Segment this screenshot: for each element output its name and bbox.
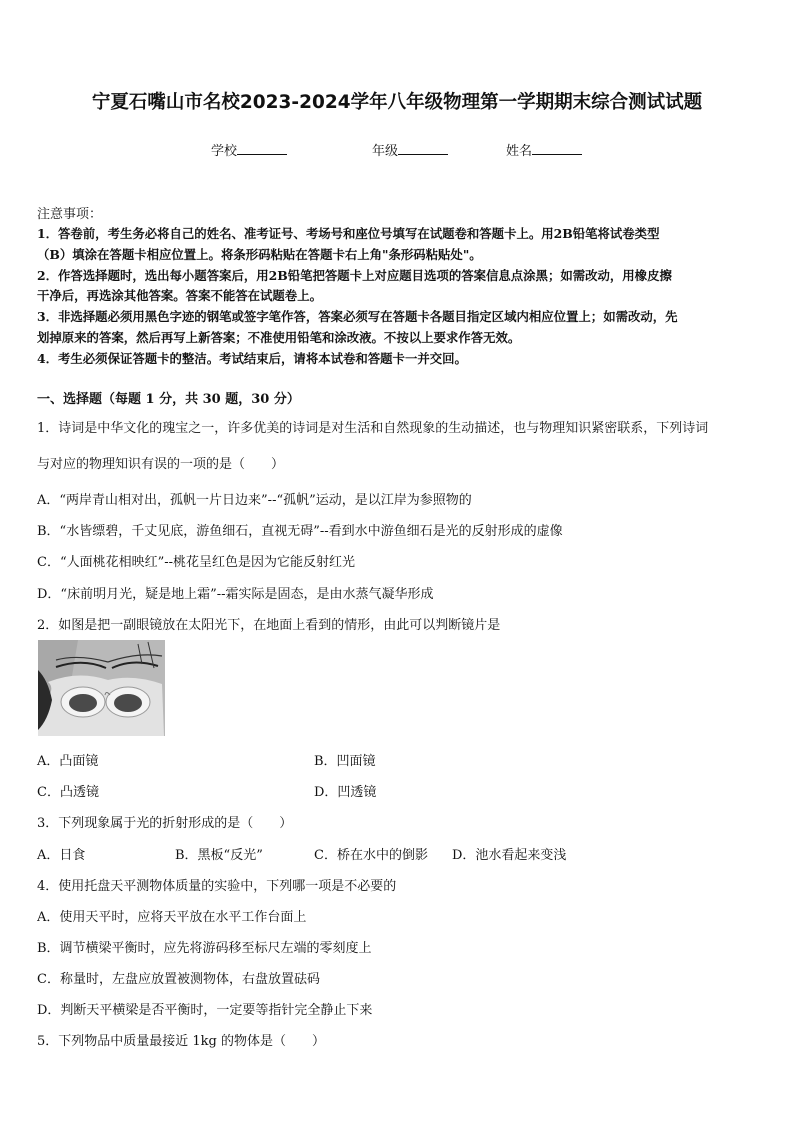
q2-option-a[interactable]: A．凸面镜 — [37, 754, 99, 769]
section-heading: 一、选择题（每题 1 分，共 30 题，30 分） — [37, 392, 300, 407]
q1-stem-line1: 1．诗词是中华文化的瑰宝之一，许多优美的诗词是对生活和自然现象的生动描述，也与物理知识紧密联系，下列诗词 — [37, 421, 709, 436]
notes-heading: 注意事项： — [37, 207, 103, 222]
q3-option-d[interactable]: D．池水看起来变浅 — [452, 848, 567, 863]
notes-line: 2．作答选择题时，选出每小题答案后，用2B铅笔把答题卡上对应题目选项的答案信息点涂黑；如需改动，用橡皮擦 — [37, 268, 672, 283]
notes-line: 划掉原来的答案，然后再写上新答案；不准使用铅笔和涂改液。不按以上要求作答无效。 — [37, 330, 521, 345]
q4-option-b[interactable]: B．调节横梁平衡时，应先将游码移至标尺左端的零刻度上 — [37, 941, 372, 956]
q1-stem-line2: 与对应的物理知识有误的一项的是（ ） — [37, 457, 285, 472]
school-blank[interactable] — [237, 142, 287, 155]
q1-option-d[interactable]: D．“床前明月光，疑是地上霜”--霜实际是固态，是由水蒸气凝华形成 — [37, 587, 434, 602]
q2-option-b[interactable]: B．凹面镜 — [314, 754, 376, 769]
q2-option-c[interactable]: C．凸透镜 — [37, 785, 99, 800]
q1-option-c[interactable]: C．“人面桃花相映红”--桃花呈红色是因为它能反射红光 — [37, 555, 356, 570]
notes-line: （B）填涂在答题卡相应位置上。将条形码粘贴在答题卡右上角"条形码粘贴处"。 — [37, 247, 482, 262]
q4-option-c[interactable]: C．称量时，左盘应放置被测物体，右盘放置砝码 — [37, 972, 320, 987]
q5-stem: 5．下列物品中质量最接近 1kg 的物体是（ ） — [37, 1034, 326, 1049]
notes-line: 3．非选择题必须用黑色字迹的钢笔或签字笔作答，答案必须写在答题卡各题目指定区域内相应位置上；如需改动，先 — [37, 309, 678, 324]
q3-option-b[interactable]: B．黑板“反光” — [175, 848, 263, 863]
notes-line: 4．考生必须保证答题卡的整洁。考试结束后，请将本试卷和答题卡一并交回。 — [37, 351, 467, 366]
q2-option-d[interactable]: D．凹透镜 — [314, 785, 377, 800]
q4-option-a[interactable]: A．使用天平时，应将天平放在水平工作台面上 — [37, 910, 307, 925]
q3-option-a[interactable]: A．日食 — [37, 848, 86, 863]
grade-label: 年级 — [372, 144, 399, 159]
notes-line: 1．答卷前，考生务必将自己的姓名、准考证号、考场号和座位号填写在试题卷和答题卡上。用2B铅笔将试卷类型 — [37, 226, 660, 241]
glasses-shadow-figure — [38, 640, 165, 736]
q4-stem: 4．使用托盘天平测物体质量的实验中，下列哪一项是不必要的 — [37, 879, 397, 894]
grade-blank[interactable] — [398, 142, 448, 155]
notes-line: 干净后，再选涂其他答案。答案不能答在试题卷上。 — [37, 288, 322, 303]
grade-field[interactable] — [372, 140, 448, 159]
name-label: 姓名 — [506, 144, 533, 159]
school-label: 学校 — [211, 144, 238, 159]
exam-title: 宁夏石嘴山市名校2023-2024学年八年级物理第一学期期末综合测试试题 — [91, 92, 703, 113]
q3-stem: 3．下列现象属于光的折射形成的是（ ） — [37, 816, 293, 831]
q1-option-b[interactable]: B．“水皆缥碧，千丈见底，游鱼细石，直视无碍”--看到水中游鱼细石是光的反射形成的虚像 — [37, 524, 563, 539]
q4-option-d[interactable]: D．判断天平横梁是否平衡时，一定要等指针完全静止下来 — [37, 1003, 373, 1018]
q2-stem: 2．如图是把一副眼镜放在太阳光下，在地面上看到的情形，由此可以判断镜片是 — [37, 618, 501, 633]
school-field[interactable] — [211, 140, 287, 159]
q1-option-a[interactable]: A．“两岸青山相对出，孤帆一片日边来”--“孤帆”运动，是以江岸为参照物的 — [37, 493, 472, 508]
q3-option-c[interactable]: C．桥在水中的倒影 — [314, 848, 428, 863]
name-field[interactable] — [506, 140, 582, 159]
name-blank[interactable] — [532, 142, 582, 155]
